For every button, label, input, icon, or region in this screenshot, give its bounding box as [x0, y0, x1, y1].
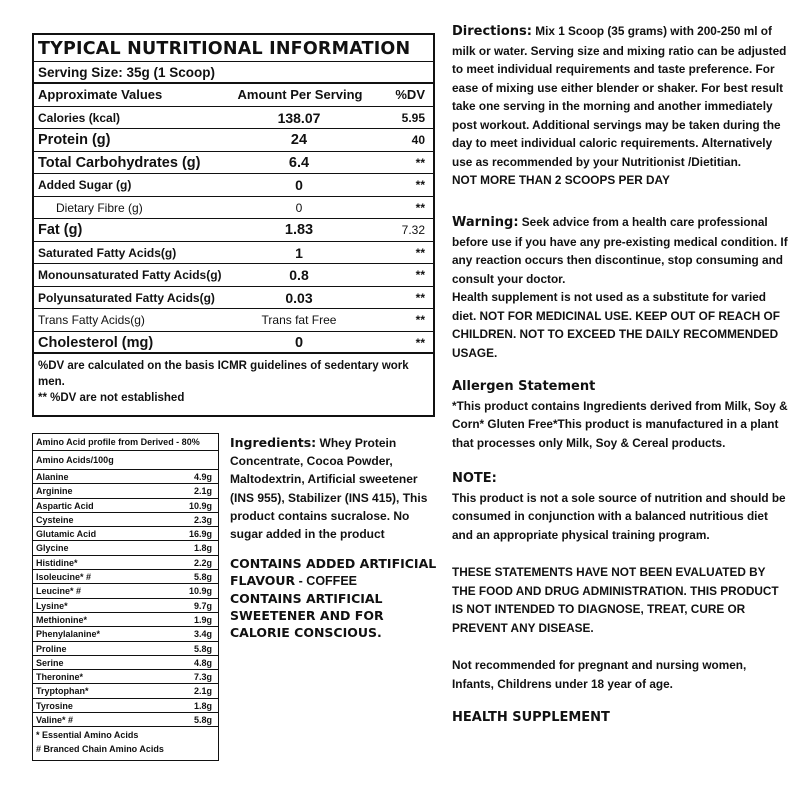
header-amount: Amount Per Serving: [237, 87, 363, 102]
essential-note: * Essential Amino Acids: [36, 730, 139, 741]
nutrient-amount: 0.8: [289, 267, 309, 283]
amino-value: 3.4g: [193, 629, 212, 640]
nutrient-name: Cholesterol (mg): [38, 334, 154, 351]
ingredients-label: Ingredients:: [230, 435, 317, 450]
note-label: NOTE:: [452, 471, 497, 486]
nutrition-row: [34, 129, 433, 152]
directions: [452, 22, 788, 190]
pregnancy-warning: [452, 656, 788, 693]
warning-text-2: Health supplement is not used as a substitute for varied diet. NOT FOR MEDICINAL USE. KEEP OUT OF REACH OF CHILDREN. NOT TO EXCEED THE DAILY RECOMMENDED USAGE.: [452, 290, 780, 360]
amino-value: 1.8g: [193, 543, 212, 554]
directions-limit: NOT MORE THAN 2 SCOOPS PER DAY: [452, 173, 670, 187]
amino-name: Theronine*: [36, 672, 84, 683]
nutrition-header-row: [34, 84, 433, 107]
amino-row: [33, 699, 218, 713]
allergen-text: *This product contains Ingredients derived from Milk, Soy & Corn* Gluten Free*This product is manufactured in a plant that processes only Milk, Soy & Cereal products.: [452, 398, 788, 450]
amino-row: [33, 713, 218, 727]
amino-value: 2.1g: [193, 486, 212, 497]
nutrition-row: [34, 264, 433, 287]
note-text: This product is not a sole source of nutrition and should be consumed in conjunction with a balanced nutritious diet and an appropriate physical training program.: [452, 490, 786, 542]
contains-sweetener: CONTAINS ARTIFICIAL SWEETENER AND FOR CALORIE CONSCIOUS.: [230, 591, 384, 640]
warning-text: Seek advice from a health care professional before use if you have any pre-existing medical condition. If any reaction occurs then discontinue, stop consuming and consult your doctor.: [452, 215, 788, 286]
amino-row: [33, 656, 218, 670]
nutrient-dv: 7.32: [401, 223, 425, 237]
bcaa-note: # Branced Chain Amino Acids: [36, 744, 164, 755]
amino-row: [33, 513, 218, 527]
nutrition-row: [34, 309, 433, 332]
amino-value: 4.9g: [193, 472, 212, 482]
nutrient-dv: **: [415, 335, 425, 350]
amino-name: Serine: [36, 657, 64, 668]
nutrient-name: Added Sugar (g): [38, 178, 132, 192]
note-section: [452, 470, 788, 544]
warning: [452, 213, 788, 362]
nutrition-title: TYPICAL NUTRITIONAL INFORMATION: [38, 39, 411, 59]
fda-text: THESE STATEMENTS HAVE NOT BEEN EVALUATED BY THE FOOD AND DRUG ADMINISTRATION. THIS PRODUCT IS NOT INTENDED TO DIAGNOSE, TREAT, CURE OR PREVENT ANY DISEASE.: [452, 565, 779, 635]
amino-name: Histidine*: [36, 557, 78, 568]
amino-name: Isoleucine* #: [36, 572, 92, 583]
nutrient-name: Fat (g): [38, 222, 83, 238]
nutrition-row: [34, 152, 433, 175]
amino-header: Amino Acid profile from Derived - 80%: [33, 434, 218, 451]
amino-name: Leucine* #: [36, 586, 82, 597]
amino-name: Tyrosine: [36, 700, 73, 711]
nutrient-name: Total Carbohydrates (g): [38, 154, 201, 171]
amino-row: [33, 670, 218, 684]
nutrition-row: [34, 242, 433, 265]
nutrition-row: [34, 219, 433, 242]
contains-flavour-type: - COFFEE: [295, 574, 357, 588]
nutrient-amount: Trans fat Free: [261, 313, 337, 327]
ingredients: [230, 434, 440, 543]
amino-name: Phenylalanine*: [36, 629, 101, 640]
nutrient-name: Trans Fatty Acids(g): [38, 313, 145, 327]
amino-name: Aspartic Acid: [36, 500, 94, 511]
nutrient-amount: 24: [290, 132, 308, 148]
amino-row: [33, 642, 218, 656]
amino-row: [33, 613, 218, 627]
health-supplement: [452, 709, 788, 728]
amino-value: 2.3g: [193, 514, 212, 525]
serving-size: Serving Size: 35g (1 Scoop): [34, 61, 433, 84]
nutrient-name: Saturated Fatty Acids(g): [38, 245, 177, 260]
amino-name: Lysine*: [36, 600, 68, 611]
amino-row: [33, 570, 218, 584]
amino-rows: [33, 470, 218, 727]
amino-row: [33, 499, 218, 513]
nutrient-dv: **: [415, 268, 425, 282]
nutrition-row: [34, 197, 433, 220]
nutrient-amount: 6.4: [288, 154, 310, 171]
amino-name: Alanine: [36, 472, 69, 482]
nutrient-dv: 40: [411, 133, 425, 147]
health-supplement-label: HEALTH SUPPLEMENT: [452, 710, 610, 725]
amino-value: 1.9g: [193, 614, 212, 625]
allergen-label: Allergen Statement: [452, 379, 596, 394]
amino-row: [33, 599, 218, 613]
amino-name: Cysteine: [36, 514, 74, 525]
amino-name: Glutamic Acid: [36, 529, 97, 540]
nutrient-amount: 1: [295, 244, 303, 261]
amino-name: Proline: [36, 643, 67, 654]
nutrition-row: [34, 174, 433, 197]
nutrient-amount: 0: [295, 200, 303, 215]
amino-subheader: Amino Acids/100g: [33, 451, 218, 470]
nutrition-table: [32, 33, 435, 417]
amino-value: 5.8g: [193, 715, 212, 726]
amino-row: [33, 527, 218, 541]
amino-row: [33, 470, 218, 484]
nutrient-amount: 0: [294, 334, 304, 351]
nutrient-dv: **: [415, 155, 425, 170]
amino-name: Valine* #: [36, 715, 74, 726]
directions-text: Mix 1 Scoop (35 grams) with 200-250 ml of milk or water. Serving size and mixing ratio can be adjusted to meet individual requirements and taste preference. For ease of mixing use either blender or shaker. For best result take one serving in the morning and another immediately post workout. Additional servings may be taken during the day to meet individual caloric requirements. Alternatively use as recommended by your Nutritionist /Dietitian.: [452, 24, 787, 169]
nutrient-name: Calories (kcal): [38, 110, 121, 125]
nutrient-amount: 1.83: [284, 222, 314, 238]
nutrient-amount: 0.03: [285, 289, 313, 306]
amino-value: 2.1g: [193, 686, 212, 697]
amino-row: [33, 684, 218, 698]
nutrient-name: Monounsaturated Fatty Acids(g): [38, 268, 222, 282]
ingredients-text: Whey Protein Concentrate, Cocoa Powder, Maltodextrin, Artificial sweetener (INS 955), Stabilizer (INS 415), This product contains sucralose. No sugar added in the product: [230, 436, 428, 542]
amino-name: Glycine: [36, 543, 69, 554]
amino-value: 10.9g: [188, 500, 212, 511]
nutrient-dv: **: [415, 290, 425, 305]
nutrition-row: [34, 287, 433, 310]
amino-value: 9.7g: [193, 600, 212, 611]
nutrient-dv: **: [415, 178, 425, 192]
nutrition-row: [34, 332, 433, 355]
amino-row: [33, 584, 218, 598]
amino-name: Arginine: [36, 486, 73, 497]
allergen-statement: [452, 378, 788, 452]
nutrient-name: Protein (g): [38, 132, 111, 148]
nutrient-dv: **: [415, 313, 425, 327]
amino-row: [33, 627, 218, 641]
contains-statement: [230, 555, 440, 641]
header-name: Approximate Values: [38, 87, 163, 102]
amino-value: 5.8g: [193, 643, 212, 654]
amino-value: 7.3g: [193, 672, 212, 683]
warning-label: Warning:: [452, 215, 519, 230]
amino-name: Methionine*: [36, 614, 87, 625]
fda-statement: [452, 563, 788, 637]
nutrient-dv: 5.95: [401, 110, 425, 125]
pregnancy-text: Not recommended for pregnant and nursing women, Infants, Childrens under 18 year of age.: [452, 658, 747, 691]
amino-notes: [33, 727, 218, 756]
nutrition-row: [34, 107, 433, 130]
nutrient-dv: **: [415, 245, 425, 260]
nutrient-amount: 138.07: [277, 109, 321, 126]
amino-value: 4.8g: [193, 657, 212, 668]
amino-value: 2.2g: [193, 557, 212, 568]
amino-value: 5.8g: [193, 572, 212, 583]
nutrient-name: Dietary Fibre (g): [56, 200, 143, 215]
header-dv: %DV: [395, 87, 425, 102]
amino-name: Tryptophan*: [36, 686, 89, 697]
amino-value: 16.9g: [188, 529, 212, 540]
nutrient-dv: **: [415, 200, 425, 215]
footnote-dv-not-established: ** %DV are not established: [38, 392, 185, 404]
nutrition-footnotes: [34, 354, 433, 406]
amino-row: [33, 541, 218, 555]
amino-value: 10.9g: [188, 586, 212, 597]
contains-flavour: CONTAINS ADDED ARTIFICIAL FLAVOUR: [230, 556, 437, 588]
nutrient-name: Polyunsaturated Fatty Acids(g): [38, 290, 215, 305]
nutrient-amount: 0: [295, 177, 303, 193]
amino-row: [33, 556, 218, 570]
amino-value: 1.8g: [193, 700, 212, 711]
directions-label: Directions:: [452, 24, 532, 39]
footnote-dv-basis: %DV are calculated on the basis ICMR guidelines of sedentary work men.: [38, 360, 409, 388]
amino-row: [33, 484, 218, 498]
amino-acid-table: [32, 433, 219, 761]
